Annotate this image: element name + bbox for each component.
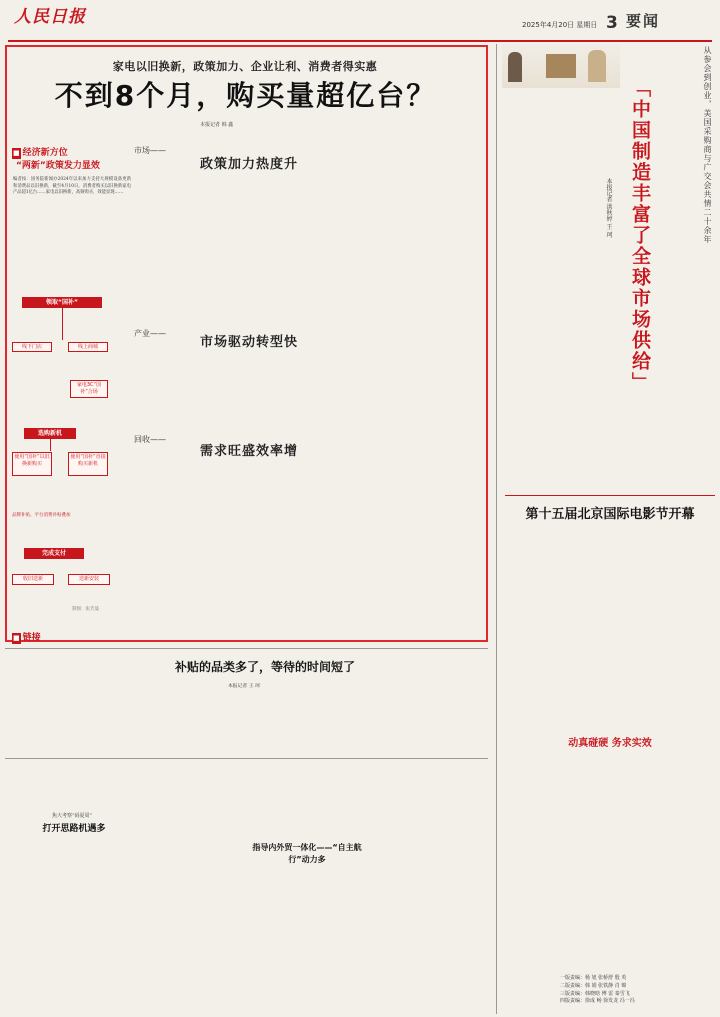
section-rule	[5, 758, 488, 759]
tag-marker-icon: ■	[13, 149, 20, 157]
film-rule	[505, 495, 715, 496]
flow-step-offline-store: 线下门店	[12, 342, 52, 352]
section-rule	[5, 648, 488, 649]
column-rule	[496, 44, 497, 1014]
masthead	[0, 0, 720, 40]
flow-step-3c-venue: 家电3C“国补”合场	[70, 380, 108, 398]
flow-step-choose-device: 选购新机	[24, 428, 76, 439]
feature-byline: 本报记者 韩 鑫	[200, 122, 234, 128]
right-headline: 「中国制造丰富了全球市场供给」	[629, 78, 651, 393]
section-title-recycling: 需求旺盛效率增	[200, 444, 299, 459]
flow-step-tradein: 使用“国补”以旧换新购买	[12, 452, 52, 476]
publication-date: 2025年4月20日 星期日	[522, 21, 598, 29]
right-byline: 本报记者 洪秋婷 王 珂	[605, 178, 612, 238]
masthead-rule	[8, 40, 712, 42]
trade-section-title: 指导内外贸一体化——“自主航行”动力多	[252, 843, 362, 864]
link-tag	[12, 632, 41, 646]
feature-headline: 不到8个月，购买量超亿台？	[54, 79, 437, 112]
flow-step-get-subsidy: 领取“国补”	[22, 297, 102, 308]
link-byline: 本报记者 王 珂	[228, 684, 260, 689]
section-label-industry: 产业——	[134, 329, 166, 338]
flow-step-online-mall: 线上商城	[68, 342, 108, 352]
section-label-recycling: 回收——	[134, 435, 166, 444]
section-label-market: 市场——	[134, 146, 166, 155]
tag-subtitle: “两新”政策发力显效	[16, 161, 100, 171]
flow-step-direct-buy: 使用“国补”直接购买新机	[68, 452, 108, 476]
person-figure-icon	[508, 52, 522, 82]
flow-step-recycle: 收旧送新	[12, 574, 54, 585]
person-figure-icon	[588, 50, 606, 82]
editor-note: 编者按：国务院新闻办2024年以来加力支持大规模设备更新和消费品以旧换新，截至4月10日，消费者购买以旧换新家电产品超1亿台……家电以旧换新，高频购买，效能显现……	[13, 177, 131, 196]
section-title-market: 政策加力热度升	[200, 157, 299, 172]
feature-kicker: 家电以旧换新，政策加力、企业让利、消费者得实惠	[112, 60, 378, 73]
right-kicker: 从参会到创业，美国采购商与广交会共情二十余年	[703, 46, 712, 244]
film-headline: 第十五届北京国际电影节开幕	[525, 507, 695, 522]
product-display-icon	[546, 54, 576, 78]
page-name: 要闻	[626, 12, 661, 30]
flow-step-payment: 完成支付	[24, 548, 84, 559]
flow-chart	[10, 295, 125, 615]
section-tag	[12, 147, 68, 161]
lower-section-title: 打开思路机遇多	[42, 824, 106, 834]
flow-note: 品牌补贴、平台消费补贴叠加	[12, 513, 71, 518]
trade-fair-photo	[502, 44, 620, 88]
flow-credit: 制图：张芳曼	[72, 607, 99, 612]
flow-arrow	[62, 308, 63, 340]
section-divider	[358, 428, 484, 430]
newspaper-logo: 人民日报	[14, 7, 86, 27]
editor-line: 三版责编：韩晓晗 傅 雷 秦雪飞	[560, 990, 630, 997]
editor-line: 一版责编：杨 旭 张桥舒 殷 英	[560, 975, 627, 981]
page-number: 3	[606, 13, 618, 33]
flow-arrow	[50, 439, 51, 451]
lower-section-kicker: 焦大考察“码夏周”	[51, 813, 93, 819]
editor-line: 二版责编：韩 娟 张铁静 肖 锦	[560, 982, 627, 989]
link-tag-label: 链接	[22, 633, 41, 643]
link-marker-icon: ■	[13, 634, 20, 642]
tag-label: 经济新方位	[22, 148, 68, 158]
comment-headline: 动真碰硬 务求实效	[568, 738, 652, 749]
link-headline: 补贴的品类多了，等待的时间短了	[175, 660, 356, 674]
editors-list	[560, 975, 710, 1006]
section-title-industry: 市场驱动转型快	[200, 335, 299, 350]
flow-step-install: 送新安装	[68, 574, 110, 585]
editor-line: 四版责编：徐成 畅 徐发龙 冯一冯	[560, 998, 635, 1005]
